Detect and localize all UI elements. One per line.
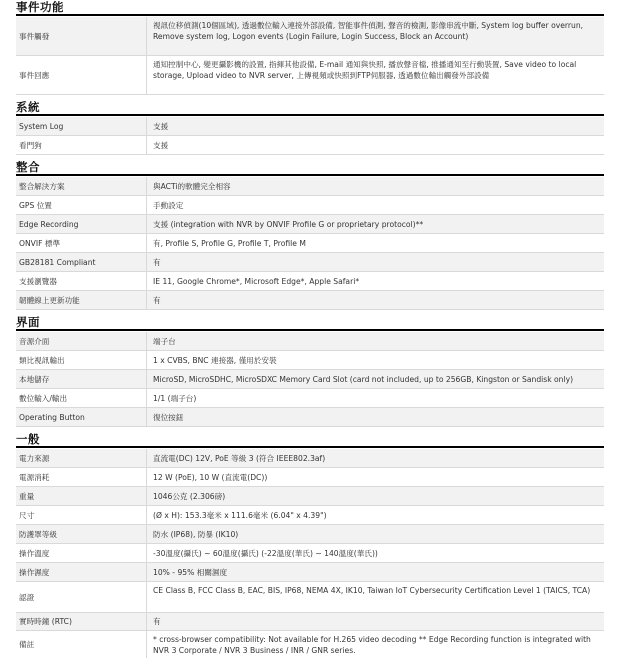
spec-row [16,56,604,95]
spec-label: 事件觸發 [16,17,147,55]
spec-value: IE 11, Google Chrome*, Microsoft Edge*, Apple Safari* [153,276,360,286]
spec-value: 手動設定 [153,200,184,210]
spec-label: 防護罩等級 [16,525,147,543]
spec-value: 有 [153,295,161,305]
spec-label: Edge Recording [16,215,147,233]
spec-value: MicroSD, MicroSDHC, MicroSDXC Memory Card Slot (card not included, up to 256GB, Kingston or Sandisk only) [153,374,574,384]
spec-label: 操作濕度 [16,563,147,581]
spec-value: 與ACTi的軟體完全相容 [153,181,231,191]
section-integration [16,160,604,310]
section-title: 整合 [16,160,40,174]
spec-label: 尺寸 [16,506,147,524]
spec-label: System Log [16,117,147,135]
spec-row [16,136,604,155]
spec-sheet [16,0,604,658]
spec-label: 認證 [16,582,147,612]
spec-value: 10% - 95% 相關濕度 [153,567,228,577]
section-title: 系統 [16,100,40,114]
spec-label: ONVIF 標準 [16,234,147,252]
spec-label: 備註 [16,631,147,658]
section-general [16,432,604,658]
spec-row [16,332,604,351]
section-title: 一般 [16,432,40,446]
spec-value: 通知控制中心, 變更攝影機的設置, 指揮其他設備, E-mail 通知與快照, 播放聲音檔, 推播通知至行動裝置, Save video to local storage, Upload video to NVR server, 上傳視頻或快照到FTP伺服器, 透過數位輸出觸發外部設備 [153,60,577,80]
spec-value: 1/1 (端子台) [153,393,197,403]
spec-label: 實時時鐘 (RTC) [16,613,147,630]
spec-label: 電源消耗 [16,468,147,486]
spec-value: 支援 [153,121,169,131]
section-title: 界面 [16,315,40,329]
spec-row [16,487,604,506]
spec-row [16,117,604,136]
spec-label: 重量 [16,487,147,505]
section-divider [16,446,604,448]
spec-row [16,253,604,272]
spec-row [16,272,604,291]
spec-value: 1046公克 (2.306磅) [153,491,226,501]
spec-row [16,408,604,427]
spec-label: 韌體線上更新功能 [16,291,147,309]
spec-value: 復位按鈕 [153,412,184,422]
spec-row [16,563,604,582]
spec-value: 視訊位移偵測(10個區域), 透過數位輸入連接外部設備, 智能事件偵測, 聲音的檢測, 影像串流中斷, System log buffer overrun, Remove system log, Logon events (Login Failure, Login Success, Block an Account) [153,21,584,41]
section-events [16,0,604,95]
spec-label: 整合解決方案 [16,177,147,195]
spec-value: -30溫度(攝氏) ~ 60溫度(攝氏) (-22溫度(華氏) ~ 140溫度(華氏)) [153,548,378,558]
section-title: 事件功能 [16,0,64,14]
spec-value: 直流電(DC) 12V, PoE 等級 3 (符合 IEEE802.3af) [153,453,326,463]
spec-row [16,177,604,196]
spec-value: 1 x CVBS, BNC 連接器, 僅用於安裝 [153,355,277,365]
spec-row [16,17,604,56]
spec-value: 有, Profile S, Profile G, Profile T, Profile M [153,238,306,248]
section-divider [16,174,604,176]
spec-row [16,449,604,468]
spec-label: Operating Button [16,408,147,426]
spec-row [16,506,604,525]
spec-label: 支援瀏覽器 [16,272,147,290]
spec-row [16,234,604,253]
spec-value: 支援 [153,140,169,150]
spec-label: 電力來源 [16,449,147,467]
spec-row [16,389,604,408]
section-system [16,100,604,155]
spec-row [16,291,604,310]
section-interface [16,315,604,427]
spec-row [16,582,604,613]
spec-value: CE Class B, FCC Class B, EAC, BIS, IP68, NEMA 4X, IK10, Taiwan IoT Cybersecurity Certification Level 1 (TAICS, TCA) [153,586,591,595]
spec-row [16,215,604,234]
spec-label: 類比視訊輸出 [16,351,147,369]
spec-row [16,631,604,658]
spec-row [16,544,604,563]
spec-row [16,468,604,487]
spec-label: 音源介面 [16,332,147,350]
spec-label: 操作溫度 [16,544,147,562]
spec-label: GPS 位置 [16,196,147,214]
spec-label: 本地儲存 [16,370,147,388]
spec-value: * cross-browser compatibility: Not available for H.265 video decoding ** Edge Recording function is integrated with NVR 3 Corporate / NVR 3 Business / INR / GNR series. [153,635,591,655]
spec-row [16,196,604,215]
spec-value: 有 [153,617,161,626]
section-divider [16,114,604,116]
spec-value: 有 [153,257,161,267]
spec-label: 看門狗 [16,136,147,154]
spec-value: 12 W (PoE), 10 W (直流電(DC)) [153,472,268,482]
spec-label: GB28181 Compliant [16,253,147,271]
spec-value: 端子台 [153,336,176,346]
spec-value: 防水 (IP68), 防暴 (IK10) [153,529,239,539]
section-divider [16,329,604,331]
spec-value: (Ø x H): 153.3毫米 x 111.6毫米 (6.04" x 4.39") [153,510,327,520]
section-divider [16,14,604,16]
spec-row [16,525,604,544]
spec-value: 支援 (integration with NVR by ONVIF Profile G or proprietary protocol)** [153,219,424,229]
spec-row [16,351,604,370]
spec-row [16,613,604,631]
spec-label: 事件回應 [16,56,147,94]
spec-label: 數位輸入/輸出 [16,389,147,407]
spec-row [16,370,604,389]
